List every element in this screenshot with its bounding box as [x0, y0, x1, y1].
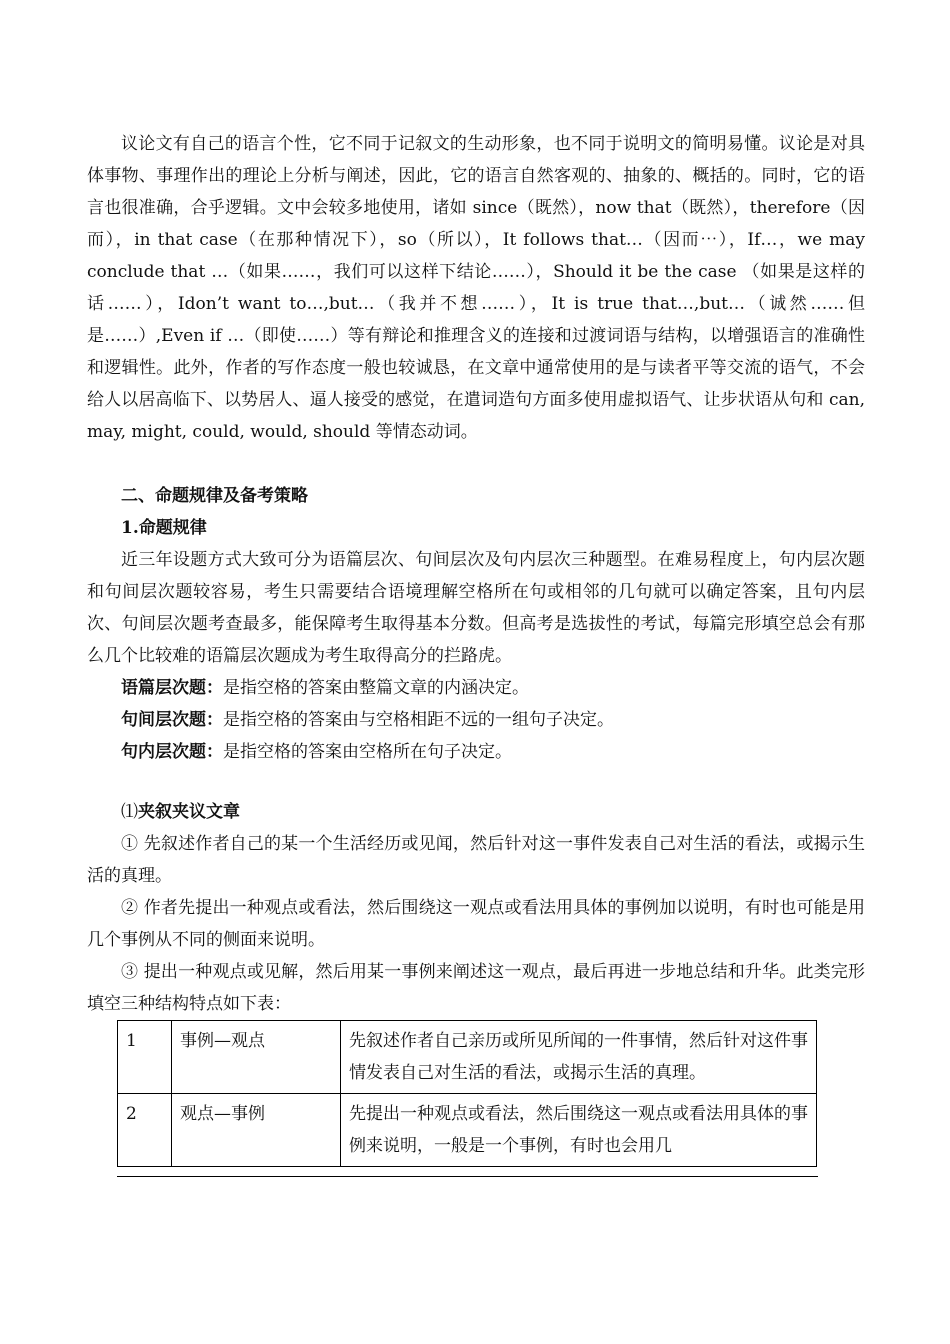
table-cell-type: 观点—事例	[172, 1094, 341, 1167]
definition-term: 语篇层次题：	[121, 678, 223, 698]
definition-term: 句间层次题：	[121, 710, 223, 730]
definition-text: 是指空格的答案由与空格相距不远的一组句子决定。	[223, 710, 614, 730]
table-cell-number: 1	[118, 1021, 172, 1094]
section-heading: 二、命题规律及备考策略	[121, 486, 308, 506]
table-row	[118, 1021, 817, 1094]
definition-item	[87, 672, 865, 704]
table-row	[118, 1094, 817, 1167]
rules-paragraph: 近三年设题方式大致可分为语篇层次、句间层次及句内层次三种题型。在难易程度上，句内层次题和句间层次题较容易，考生只需要结合语境理解空格所在句或相邻的几句就可以确定答案，且句内层次、句间层次题考查最多，能保障考生取得基本分数。但高考是选拔性的考试，每篇完形填空总会有那么几个比较难的语篇层次题成为考生取得高分的拦路虎。	[87, 550, 865, 666]
definition-text: 是指空格的答案由空格所在句子决定。	[223, 742, 512, 762]
structure-item: ③ 提出一种观点或见解，然后用某一事例来阐述这一观点，最后再进一步地总结和升华。此类完形填空三种结构特点如下表：	[87, 962, 865, 1014]
intro-paragraph: 议论文有自己的语言个性，它不同于记叙文的生动形象，也不同于说明文的简明易懂。议论是对具体事物、事理作出的理论上分析与阐述，因此，它的语言自然客观的、抽象的、概括的。同时，它的语言也很准确，合乎逻辑。文中会较多地使用，诸如 since（既然），now that（既然），therefore（因而），in that case（在那种情况下），so（所以），It follows that…（因而⋯），If…，we may conclude that …（如果……，我们可以这样下结论……），Should it be the case （如果是这样的话……），Idon’t want to…,but…（我并不想……），It is true that…,but…（诚然……但是……）,Even if …（即使……）等有辩论和推理含义的连接和过渡词语与结构，以增强语言的准确性和逻辑性。此外，作者的写作态度一般也较诚恳，在文章中通常使用的是与读者平等交流的语气，不会给人以居高临下、以势居人、逼人接受的感觉，在遣词造句方面多使用虚拟语气、让步状语从句和 can, may, might, could, would, should 等情态动词。	[87, 134, 865, 442]
structure-item: ① 先叙述作者自己的某一个生活经历或见闻，然后针对这一事件发表自己对生活的看法，或揭示生活的真理。	[87, 834, 865, 886]
table-cell-description: 先提出一种观点或看法，然后围绕这一观点或看法用具体的事例来说明，一般是一个事例，有时也会用几	[341, 1094, 817, 1167]
spacer	[87, 448, 865, 480]
spacer	[87, 768, 865, 796]
structure-table	[117, 1020, 817, 1167]
definition-term: 句内层次题：	[121, 742, 223, 762]
definition-item	[87, 704, 865, 736]
structure-table-wrapper	[117, 1020, 818, 1177]
table-cell-description: 先叙述作者自己亲历或所见所闻的一件事情，然后针对这件事情发表自己对生活的看法，或揭示生活的真理。	[341, 1021, 817, 1094]
subsection-heading: 1.命题规律	[121, 518, 207, 538]
table-cell-type: 事例—观点	[172, 1021, 341, 1094]
document-page	[87, 128, 865, 1177]
subsection1-title: 夹叙夹议文章	[138, 802, 240, 822]
definition-item	[87, 736, 865, 768]
structure-item: ② 作者先提出一种观点或看法，然后围绕这一观点或看法用具体的事例加以说明，有时也可能是用几个事例从不同的侧面来说明。	[87, 898, 865, 950]
subsection1-heading	[87, 796, 865, 828]
definition-text: 是指空格的答案由整篇文章的内涵决定。	[223, 678, 529, 698]
list-marker: ⑴	[121, 802, 138, 822]
table-cell-number: 2	[118, 1094, 172, 1167]
